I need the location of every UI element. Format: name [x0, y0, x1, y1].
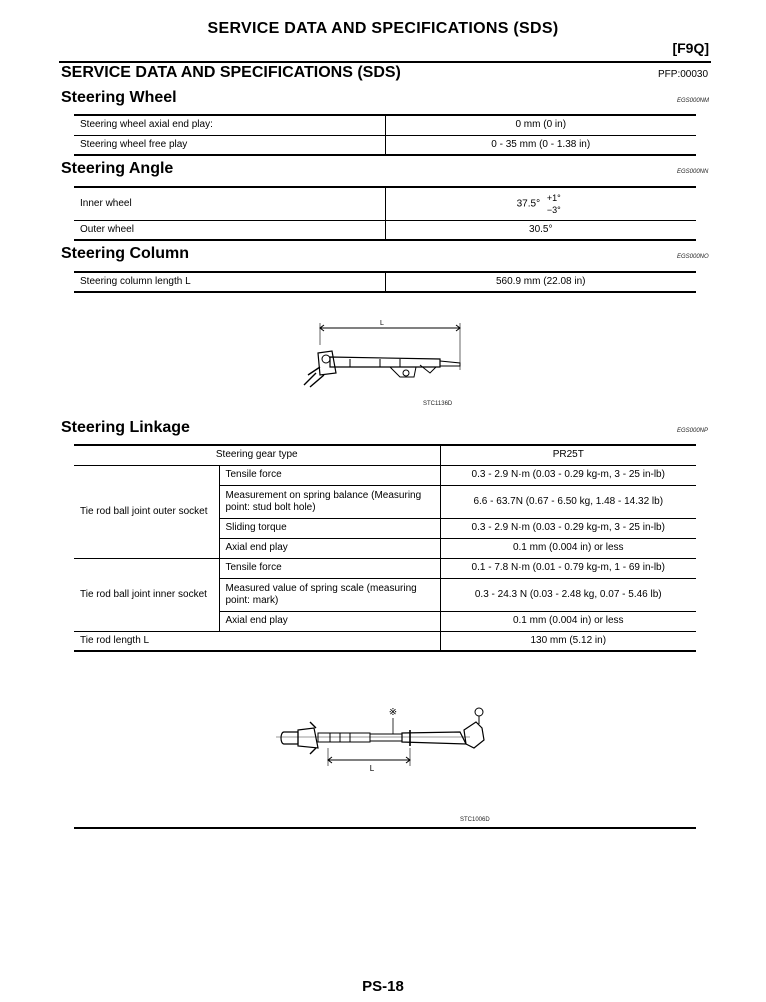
section-bottom-rule [74, 827, 696, 829]
spec-value: 560.9 mm (22.08 in) [385, 272, 696, 292]
steering-column-table [74, 271, 696, 293]
table-row [74, 135, 696, 155]
steering-wheel-table [74, 114, 696, 156]
spec-value: 0.1 mm (0.004 in) or less [440, 538, 696, 558]
table-row [74, 445, 696, 465]
spec-label: Tensile force [219, 465, 440, 485]
spec-value: 0.1 - 7.8 N·m (0.01 - 0.79 kg-m, 1 - 69 in-lb) [440, 558, 696, 578]
figure-id: STC1006D [460, 817, 490, 823]
spec-label: Axial end play [219, 538, 440, 558]
table-row [74, 631, 696, 651]
spec-label: Outer wheel [74, 220, 385, 240]
spec-label: Tensile force [219, 558, 440, 578]
table-row [74, 558, 696, 578]
table-row [74, 465, 696, 485]
page-number: PS-18 [362, 978, 404, 995]
steering-linkage-table [74, 444, 696, 652]
tolerance-plus: +1° [546, 192, 561, 203]
spec-value: 0 mm (0 in) [385, 115, 696, 135]
steering-angle-heading: Steering Angle [61, 160, 174, 177]
table-row [74, 115, 696, 135]
steering-wheel-ref: EGS000NM [677, 98, 710, 104]
steering-angle-table [74, 186, 696, 241]
spec-value: 30.5° [385, 220, 696, 240]
spec-label: Axial end play [219, 611, 440, 631]
inner-socket-label: Tie rod ball joint inner socket [74, 558, 219, 631]
section-title: SERVICE DATA AND SPECIFICATIONS (SDS) [61, 64, 401, 81]
steering-wheel-heading: Steering Wheel [61, 89, 177, 106]
tolerance [543, 192, 565, 216]
tie-rod-length-label: Tie rod length L [74, 631, 440, 651]
outer-socket-label: Tie rod ball joint outer socket [74, 465, 219, 558]
spec-value: 0.3 - 2.9 N·m (0.03 - 0.29 kg-m, 3 - 25 in-lb) [440, 518, 696, 538]
spec-label: Inner wheel [74, 187, 385, 220]
tie-rod-length-value: 130 mm (5.12 in) [440, 631, 696, 651]
spec-label: Measured value of spring scale (measuring point: mark) [219, 578, 440, 611]
table-row [74, 272, 696, 292]
tie-rod-dim-label: L [369, 764, 375, 773]
table-row [74, 187, 696, 220]
spec-label: Measurement on spring balance (Measuring point: stud bolt hole) [219, 485, 440, 518]
spec-label: Steering column length L [74, 272, 385, 292]
pfp-code: PFP:00030 [658, 69, 709, 80]
figure-id: STC1136D [423, 401, 453, 407]
steering-linkage-heading: Steering Linkage [61, 419, 190, 436]
spec-label: Sliding torque [219, 518, 440, 538]
spec-label: Steering wheel axial end play: [74, 115, 385, 135]
gear-type-value: PR25T [440, 445, 696, 465]
spec-label: Steering wheel free play [74, 135, 385, 155]
column-dim-label: L [380, 320, 384, 327]
spec-value: 0.1 mm (0.004 in) or less [440, 611, 696, 631]
header-rule [59, 61, 711, 63]
inner-wheel-angle: 37.5° [516, 198, 541, 210]
spec-value: 0.3 - 24.3 N (0.03 - 2.48 kg, 0.07 - 5.46 lb) [440, 578, 696, 611]
steering-column-heading: Steering Column [61, 245, 190, 262]
reference-mark: ※ [388, 707, 398, 718]
page-header-title: SERVICE DATA AND SPECIFICATIONS (SDS) [207, 20, 559, 37]
steering-column-figure [290, 315, 480, 395]
spec-value [385, 187, 696, 220]
tie-rod-figure [270, 700, 500, 780]
steering-linkage-ref: EGS000NP [677, 428, 709, 434]
spec-value: 6.6 - 63.7N (0.67 - 6.50 kg, 1.48 - 14.32 lb) [440, 485, 696, 518]
engine-code-tag: [F9Q] [672, 40, 709, 56]
tolerance-minus: −3° [546, 204, 561, 215]
spec-value: 0.3 - 2.9 N·m (0.03 - 0.29 kg-m, 3 - 25 in-lb) [440, 465, 696, 485]
gear-type-label: Steering gear type [74, 445, 440, 465]
steering-angle-ref: EGS000NN [677, 169, 709, 175]
spec-value: 0 - 35 mm (0 - 1.38 in) [385, 135, 696, 155]
table-row [74, 220, 696, 240]
steering-column-ref: EGS000NO [677, 254, 709, 260]
